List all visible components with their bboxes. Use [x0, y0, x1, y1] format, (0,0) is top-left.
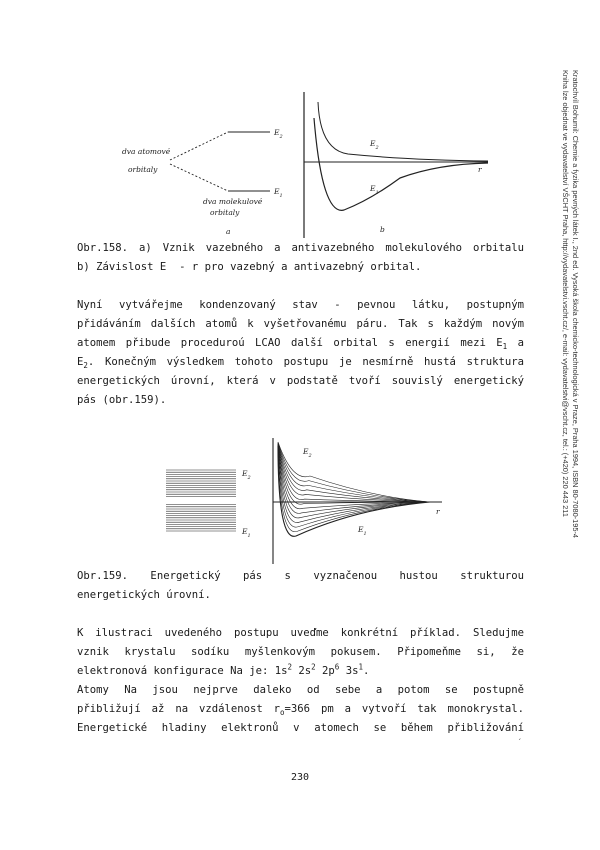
energy-curve: [278, 442, 430, 502]
label-atomic-orbitals-1: dva atomové: [122, 147, 171, 156]
paragraph-2-line-2: vznik krystalu sodíku myšlenkovým pokusem. Připomeňme si, že: [77, 646, 524, 658]
paragraph-1-line-5: energetických úrovní, která v podstatě tvoří souvislý energetický: [77, 375, 524, 387]
paragraph-1-line-6: pás (obr.159).: [77, 394, 167, 406]
label-band-e1: $E_1$: [242, 527, 251, 539]
paragraph-1-line-1: Nyní vytvářejme kondenzovaný stav - pevnou látku, postupným: [77, 299, 524, 311]
paragraph-2-line-3: elektronová konfigurace Na je: $1s^2$ $2s^2$ $2p^6$ $3s^1$.: [77, 662, 370, 677]
paragraph-1-line-3: atomem přibude proceduroú LCAO další orbital s energií mezi $E_1$ a: [77, 337, 524, 352]
side-note-citation: Kratochvíl Bohumil: Chemie a fyzika pevných látek I., 2nd ed. Vysoká škola chemicko-technologická v Praze, Praha 1994, ISBN 80-7080-195-4: [571, 70, 580, 539]
dense-band-levels: [166, 470, 236, 531]
label-curve-e2: $E_2$: [370, 139, 379, 151]
energy-curve: [278, 442, 430, 502]
caption-158-line-1: Obr.158. a) Vznik vazebného a antivazebného molekulového orbitalu: [77, 242, 524, 254]
figure-159: [160, 436, 460, 566]
paragraph-1: [77, 296, 524, 410]
caption-158: [77, 239, 524, 277]
label-band-e2: $E_2$: [242, 469, 251, 481]
page-number: 230: [290, 772, 310, 783]
energy-curve: [278, 444, 430, 502]
label-molecular-orbitals-2: orbitaly: [210, 208, 240, 217]
figure-159-drawing: [160, 436, 460, 566]
paragraph-1-line-4: $E_2$. Konečným výsledkem tohoto postupu je nesmírně hustá struktura: [77, 356, 524, 371]
figure-158-drawing: [108, 88, 528, 240]
paragraph-2-line-6: Energetické hladiny elektronů v atomech se během přibližování: [77, 722, 524, 734]
side-note-order-info: Kniha lze objednat ve vydavatelství VŠCHT Praha, http://vydavatelstvi.vscht.cz/, e-mail: vydavatelstvi@vscht.cz, tel.: (+420) 220 443 211: [561, 70, 570, 517]
energy-curve: [278, 445, 430, 522]
energy-curve: [278, 443, 430, 502]
label-curve-e1-159: $E_1$: [358, 525, 367, 537]
label-curve-e1: $E_1$: [370, 184, 379, 196]
paragraph-2-line-5: přibližují až na vzdálenost $r_o=366$ pm a vytvoří tak monokrystal.: [77, 703, 524, 718]
paragraph-2-line-1: K ilustraci uvedeného postupu uveďme konkrétní příklad. Sledujme: [77, 627, 524, 639]
caption-159-line-1: Obr.159. Energetický pás s vyznačenou hustou strukturou: [77, 570, 524, 582]
energy-curve: [278, 445, 430, 518]
energy-curve: [278, 444, 430, 509]
caption-158-line-2: b) Závislost E - r pro vazebný a antivazebný orbital.: [77, 261, 422, 273]
connector-up-left: [170, 132, 228, 160]
energy-curve: [278, 443, 430, 502]
label-atomic-orbitals-2: orbitaly: [128, 165, 158, 174]
figure-158: [108, 88, 528, 240]
bonding-curve: [314, 118, 488, 210]
energy-curve: [278, 446, 430, 536]
side-note: [560, 70, 580, 538]
caption-159-line-2: energetických úrovní.: [77, 589, 211, 601]
label-curve-e2-159: $E_2$: [303, 447, 312, 459]
paragraph-1-line-2: přidáváním dalších atomů k vyšetřovanému páru. Tak s každým novým: [77, 318, 524, 330]
continuation-mark: ´: [517, 738, 522, 747]
label-part-a: a: [226, 227, 231, 236]
caption-159: [77, 567, 524, 605]
label-r-b: r: [478, 165, 482, 174]
curve-family: [278, 442, 430, 536]
connector-down-left: [170, 164, 228, 191]
label-e1-a: $E_1$: [274, 187, 283, 199]
label-molecular-orbitals-1: dva molekulové: [203, 197, 263, 206]
antibonding-curve: [318, 102, 488, 161]
label-r-159: r: [436, 507, 440, 516]
energy-curve: [278, 446, 430, 532]
paragraph-2: [77, 624, 524, 738]
energy-curve: [278, 443, 430, 502]
label-e2-a: $E_2$: [274, 128, 283, 140]
label-part-b: b: [380, 225, 385, 234]
paragraph-2-line-4: Atomy Na jsou nejprve daleko od sebe a potom se postupně: [77, 684, 524, 696]
